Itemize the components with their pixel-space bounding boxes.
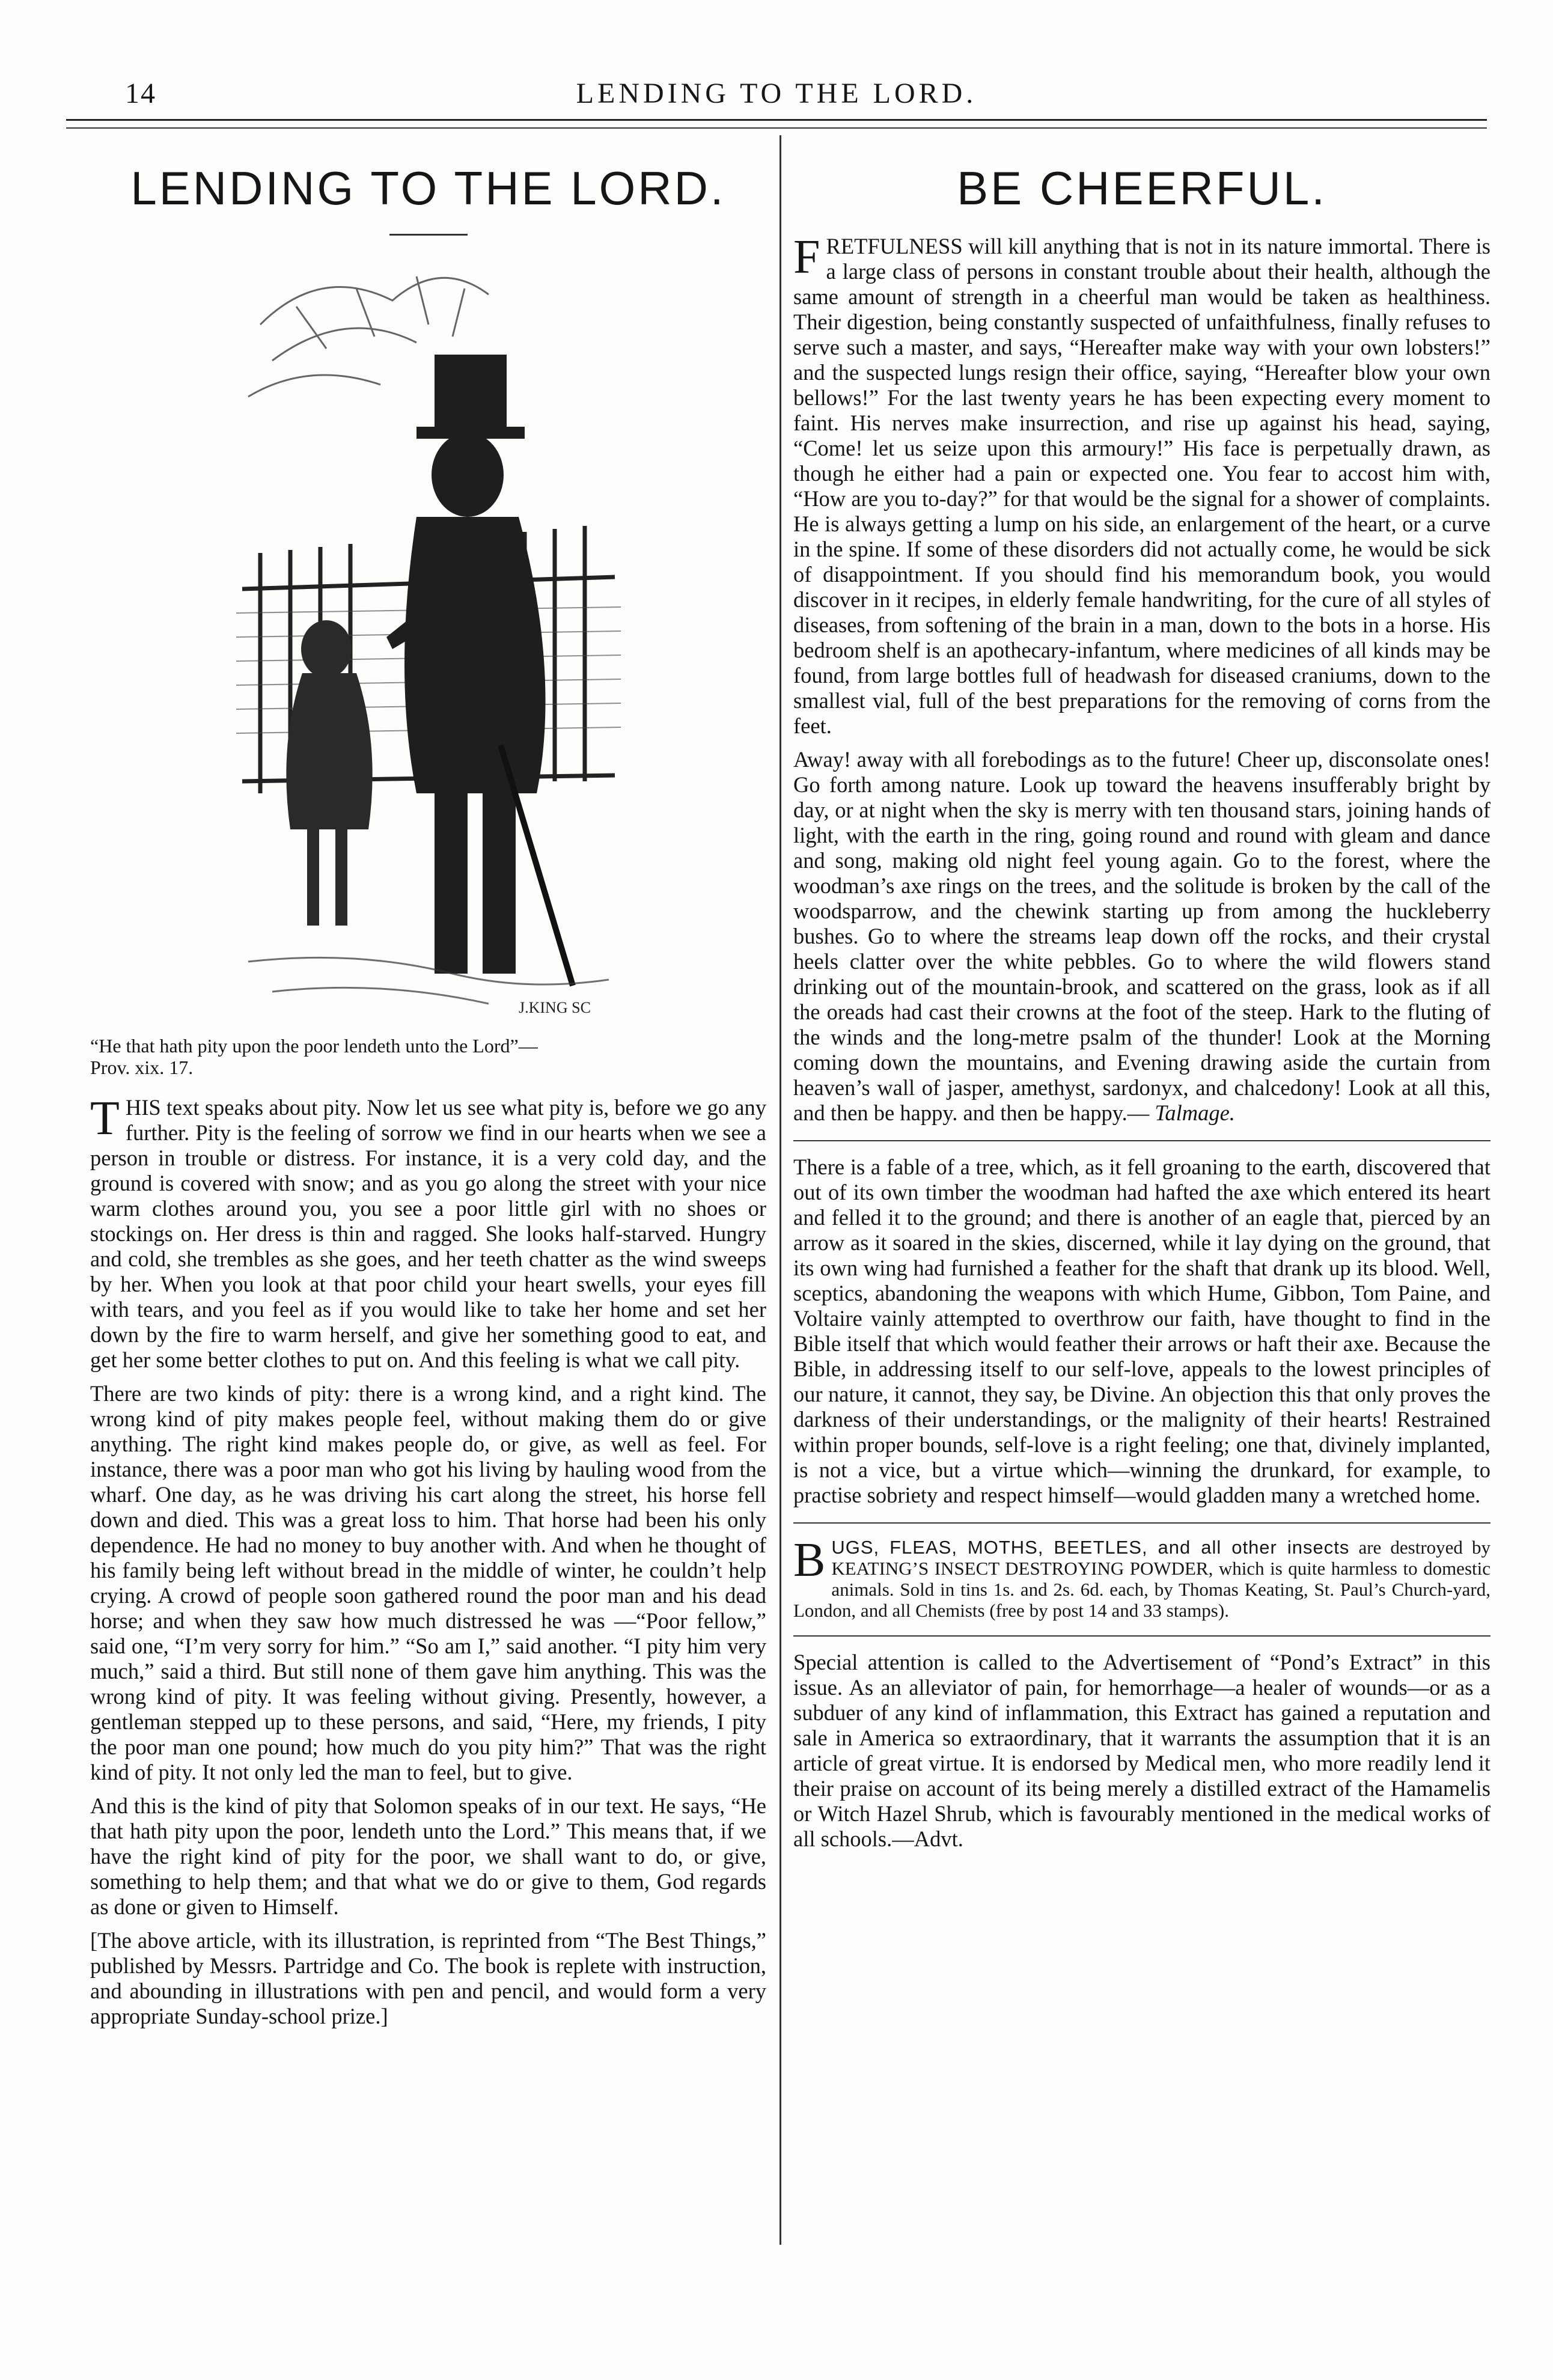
illustration-caption bbox=[90, 1035, 766, 1078]
keating-lead: UGS, FLEAS, MOTHS, BEETLES, and all other insects bbox=[831, 1537, 1350, 1558]
section-rule-3 bbox=[793, 1635, 1490, 1637]
column-divider bbox=[780, 135, 781, 2245]
article-title-lending: LENDING TO THE LORD. bbox=[130, 162, 726, 215]
running-head bbox=[66, 77, 1487, 121]
talmage-signature: Talmage. bbox=[1155, 1100, 1235, 1125]
cheerful-paragraph-1: FRETFULNESS will kill anything that is not in its nature immortal. There is a large class of persons in constant trouble about their health, although the same amount of strength in a cheerful man would be taken as healthiness. Their digestion, being constantly suspected of unfaithfulness, finally refuses to serve such a master, and says, “Hereafter make way with your own lobsters!” and the suspected lungs resign their office, saying, “Hereafter blow your own bellows!” For the last twenty years he has been expecting every moment to faint. His nerves make insurrection, and rise up against his head, saying, “Come! let us seize upon this armoury!” His face is perpetually drawn, as though he either had a pain or expected one. You fear to accost him with, “How are you to-day?” for that would be the signal for a shower of complaints. He is always getting a lump on his side, an enlargement of the heart, or a curve in the spine. If some of these disorders did not actually come, he would be sick of disappointment. If you should find his memorandum book, you would discover in it recipes, in elderly female handwriting, for the cure of all styles of diseases, from softening of the brain in a man, down to the bots in a horse. His bedroom shelf is an apothecary-infantum, where medicines of all kinds may be found, from large bottles full of headwash for diseased craniums, down to the smallest vial, full of the best preparations for the removing of corns from the feet. bbox=[793, 231, 1490, 738]
caption-reference: Prov. xix. 17. bbox=[90, 1057, 194, 1078]
header-rule bbox=[66, 127, 1487, 129]
signature-prefix: and then be happy.— bbox=[963, 1100, 1150, 1125]
right-column bbox=[793, 138, 1490, 1860]
cheerful-paragraph-2: Away! away with all forebodings as to the future! Cheer up, disconsolate ones! Go forth among nature. Look up toward the heavens insufferably bright by day, or at night when the sky is merry with ten thousand stars, joining hands of light, with the earth in the ring, going round and round with gleam and dance and song, making old night feel young again. Go to the forest, where the woodman’s axe rings on the trees, and the solitude is broken by the call of the woodsparrow, and the chewink starting up from among the huckleberry bushes. Go to where the streams leap down off the rocks, and their crystal heels clatter over the white pebbles. Go to where the wild flowers stand drinking out of the mountain-brook, and scattered on the grass, look as if all the oreads had cast their crowns at the foot of the steep. Hark to the fluting of the winds and the long-metre psalm of the thunder! Look at the Morning coming down the mountains, and Evening drawing aside the curtain from heaven’s wall of jasper, amethyst, sardonyx, and chalcedony! Look at all this, and then be happy. and then be happy.— Talmage. bbox=[793, 747, 1490, 1125]
caption-quote: “He that hath pity upon the poor lendeth unto the Lord”— bbox=[90, 1035, 538, 1057]
engraver-signature: J.KING SC bbox=[518, 999, 591, 1016]
title-rule bbox=[389, 234, 468, 236]
page-number: 14 bbox=[125, 78, 156, 109]
article-title-cheerful: BE CHEERFUL. bbox=[957, 162, 1327, 215]
keating-body: are destroyed by KEATING’S INSECT DESTROYING POWDER, which is quite harmless to domestic animals. Sold in tins 1s. and 2s. 6d. each, by Thomas Keating, St. Paul’s Church-yard, London, and all Chemists (free by post 14 and 33 stamps). bbox=[793, 1537, 1491, 1621]
paragraph-3: And this is the kind of pity that Solomon speaks of in our text. He says, “He that hath pity upon the poor, lendeth unto the Lord.” This means that, if we have the right kind of pity for the poor, we shall want to do, or give, something to help them; and that what we do or give to them, God regards as done or given to Himself. bbox=[90, 1793, 766, 1919]
left-column bbox=[90, 138, 766, 2037]
keating-advert bbox=[793, 1534, 1491, 1621]
dropcap-t: T bbox=[90, 1092, 120, 1145]
fable-paragraph: There is a fable of a tree, which, as it fell groaning to the earth, discovered that out of its own timber the woodman had hafted the axe which entered its heart and felled it to the ground; and there is another of an eagle that, pierced by an arrow as it soared in the skies, discerned, while it lay dying on the ground, that its own wing had furnished a feather for the shaft that drank up its blood. Well, sceptics, abandoning the weapons with which Hume, Gibbon, Tom Paine, and Voltaire vainly attempted to overthrow our faith, have thought to find in the Bible itself that which would feather their arrows or haft their axe. Because the Bible, in addressing itself to our self-love, appeals to the lowest principles of our nature, it cannot, they say, be Divine. An objection this that only proves the darkness of their understandings, or the malignity of their hearts! Restrained within proper bounds, self-love is a right feeling; one that, divinely implanted, is not a vice, but a virtue which—winning the drunkard, for example, to practise sobriety and respect himself—would gladden many a wretched home. bbox=[793, 1155, 1490, 1507]
dropcap-b: B bbox=[793, 1534, 826, 1587]
section-rule-2 bbox=[793, 1522, 1490, 1524]
engraving-illustration bbox=[236, 252, 621, 1022]
running-title: LENDING TO THE LORD. bbox=[576, 78, 977, 109]
ponds-extract-notice: Special attention is called to the Advertisement of “Pond’s Extract” in this issue. As an alleviator of pain, for hemorrhage—a healer of wounds—or as a subduer of any kind of inflammation, this Extract has gained a reputation and sale in America so extraordinary, that it warrants the assumption that it is an article of great virtue. It is endorsed by Medical men, who more readily lend it their praise on account of its being merely a distilled extract of the Hamamelis or Witch Hazel Shrub, which is favourably mentioned in the medical works of all schools.—Advt. bbox=[793, 1650, 1490, 1851]
section-rule-1 bbox=[793, 1140, 1490, 1141]
paragraph-1: THIS text speaks about pity. Now let us see what pity is, before we go any further. Pity is the feeling of sorrow we find in our hearts when we see a person in trouble or distress. For instance, it is a very cold day, and the ground is covered with snow; and as you go along the street with your nice warm clothes around you, you see a poor little girl with no shoes or stockings on. Her dress is thin and ragged. She looks half-starved. Hungry and cold, she trembles as she goes, and her teeth chatter as the wind sweeps by her. When you look at that poor child your heart swells, your eyes fill with tears, and you feel as if you would like to take her home and set her down by the fire to warm herself, and give her something good to eat, and get her some better clothes to put on. And this feeling is what we call pity. bbox=[90, 1092, 766, 1372]
paragraph-reprint-note: [The above article, with its illustration, is reprinted from “The Best Things,” published by Messrs. Partridge and Co. The book is replete with instruction, and abounding in illustrations with pen and pencil, and would form a very appropriate Sunday-school prize.] bbox=[90, 1928, 766, 2028]
dropcap-f: F bbox=[793, 231, 820, 284]
paragraph-2: There are two kinds of pity: there is a wrong kind, and a right kind. The wrong kind of pity makes people feel, without making them do or give anything. The right kind makes people do, or give, as well as feel. For instance, there was a poor man who got his living by hauling wood from the wharf. One day, as he was driving his cart along the street, his horse fell down and died. This was a great loss to him. That horse had been his only dependence. He had no money to buy another with. And when he thought of his family being left without bread in the middle of winter, he couldn’t help crying. A crowd of people soon gathered round the poor man and his dead horse; and when they saw how much distressed he was —“Poor fellow,” said one, “I’m very sorry for him.” “So am I,” said another. “I pity him very much,” said a third. But still none of them gave him anything. This was the wrong kind of pity. It was feeling without giving. Presently, however, a gentleman stepped up to these persons, and said, “Here, my friends, I pity the poor man one pound; how much do you pity him?” That was the right kind of pity. It not only led the man to feel, but to give. bbox=[90, 1381, 766, 1784]
